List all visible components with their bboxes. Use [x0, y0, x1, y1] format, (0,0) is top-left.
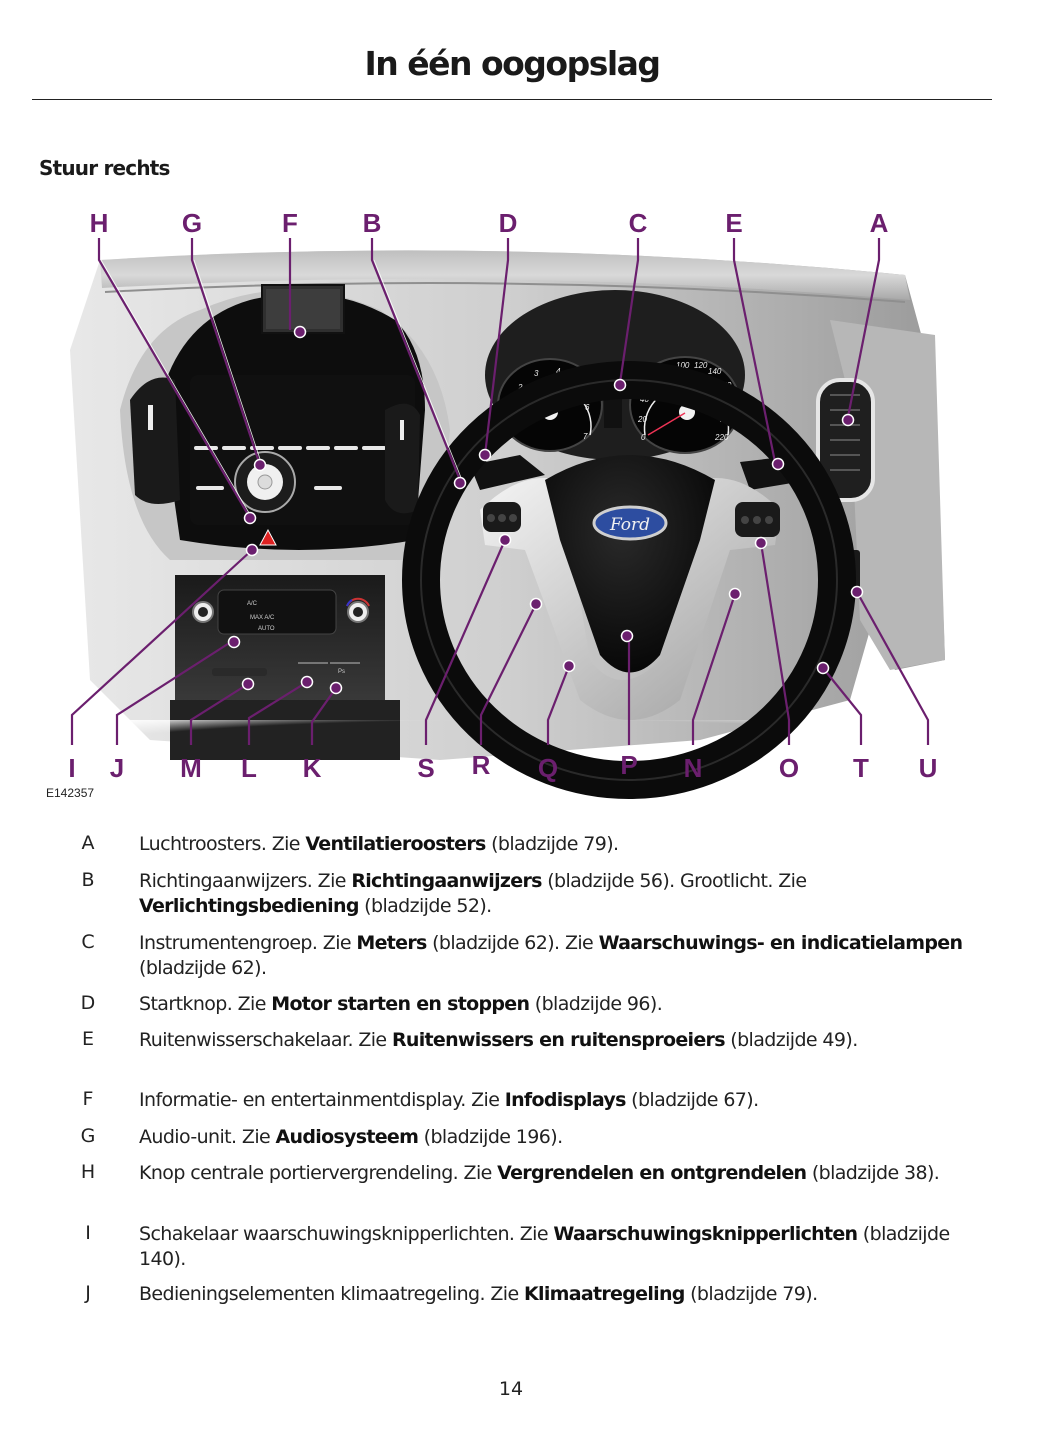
svg-text:40: 40 [640, 395, 649, 404]
callout-m: M [180, 753, 202, 783]
legend-key: J [85, 1282, 91, 1304]
svg-text:140: 140 [708, 367, 722, 376]
cross-reference: Infodisplays [504, 1089, 626, 1111]
legend-key: I [85, 1222, 91, 1244]
callout-o: O [778, 753, 800, 783]
cross-reference: Ruitenwissers en ruitensproeiers [391, 1029, 725, 1051]
svg-text:180: 180 [722, 398, 736, 407]
svg-text:6: 6 [585, 403, 590, 412]
callout-h: H [89, 208, 109, 238]
legend-description: Schakelaar waarschuwingsknipperlichten. Zie Waarschuwingsknipperlichten (bladzijde 140). [139, 1223, 950, 1270]
callout-p: P [620, 750, 638, 780]
legend-description: Luchtroosters. Zie Ventilatieroosters (bladzijde 79). [139, 833, 619, 855]
cross-reference: Audiosysteem [275, 1126, 419, 1148]
svg-text:200: 200 [720, 415, 734, 424]
callout-e: E [725, 208, 743, 238]
svg-text:100: 100 [676, 361, 690, 370]
legend-description: Knop centrale portiervergrendeling. Zie Vergrendelen en ontgrendelen (bladzijde 38). [139, 1162, 940, 1184]
section-heading: Stuur rechts [39, 156, 170, 180]
dashboard-figure [0, 200, 1055, 800]
legend-description: Ruitenwisserschakelaar. Zie Ruitenwissers en ruitensproeiers (bladzijde 49). [139, 1029, 858, 1051]
callout-l: L [241, 753, 257, 783]
figure-id: E142357 [46, 786, 95, 800]
svg-text:220: 220 [715, 433, 729, 442]
cross-reference: Klimaatregeling [524, 1283, 685, 1305]
legend-description: Informatie- en entertainmentdisplay. Zie Infodisplays (bladzijde 67). [139, 1089, 759, 1111]
svg-text:120: 120 [694, 361, 708, 370]
svg-text:1: 1 [509, 405, 514, 414]
callout-q: Q [537, 753, 559, 783]
svg-text:20: 20 [638, 415, 647, 424]
tach-tick-0: 0 [508, 433, 513, 442]
legend-key: G [80, 1125, 96, 1147]
cross-reference: Waarschuwings- en indicatielampen [598, 932, 963, 954]
callout-r: R [471, 750, 491, 780]
legend-key: F [82, 1088, 94, 1110]
callout-a: A [869, 208, 889, 238]
legend-key: D [80, 992, 96, 1014]
callout-t: T [853, 753, 869, 783]
svg-text:160: 160 [718, 381, 732, 390]
callout-s: S [417, 753, 435, 783]
svg-text:3: 3 [534, 369, 539, 378]
callout-u: U [918, 753, 938, 783]
callout-f: F [282, 208, 298, 238]
svg-text:60: 60 [648, 379, 657, 388]
cross-reference: Vergrendelen en ontgrendelen [497, 1162, 807, 1184]
callout-k: K [302, 753, 322, 783]
callout-b: B [362, 208, 382, 238]
legend-description: Bedieningselementen klimaatregeling. Zie Klimaatregeling (bladzijde 79). [139, 1283, 818, 1305]
page-number: 14 [498, 1378, 524, 1400]
svg-text:5: 5 [574, 379, 579, 388]
legend-description: Audio-unit. Zie Audiosysteem (bladzijde 196). [139, 1126, 563, 1148]
legend-key: B [81, 869, 95, 891]
legend-description: Instrumentengroep. Zie Meters (bladzijde 62). Zie Waarschuwings- en indicatielampen (bladzijde 62). [139, 932, 963, 979]
legend-description: Startknop. Zie Motor starten en stoppen (bladzijde 96). [139, 993, 663, 1015]
callout-j: J [109, 753, 125, 783]
legend-description: Richtingaanwijzers. Zie Richtingaanwijzers (bladzijde 56). Grootlicht. Zie Verlichtingsbediening (bladzijde 52). [139, 870, 807, 917]
callout-c: C [628, 208, 648, 238]
svg-text:A/C: A/C [247, 601, 258, 607]
dashboard-illustration [0, 200, 1055, 800]
ford-logo-text: Ford [609, 515, 651, 535]
cross-reference: Ventilatieroosters [305, 833, 486, 855]
svg-text:Ps: Ps [338, 669, 346, 675]
legend-key: A [81, 832, 95, 854]
legend-key: H [80, 1161, 96, 1183]
callout-i: I [68, 753, 76, 783]
svg-text:80: 80 [660, 367, 669, 376]
callout-g: G [181, 208, 203, 238]
cross-reference: Verlichtingsbediening [139, 895, 359, 917]
svg-text:AUTO: AUTO [258, 626, 275, 632]
title-divider [32, 99, 992, 100]
cross-reference: Waarschuwingsknipperlichten [553, 1223, 858, 1245]
cross-reference: Meters [356, 932, 427, 954]
callout-d: D [498, 208, 518, 238]
svg-text:7: 7 [583, 432, 588, 441]
svg-text:MAX A/C: MAX A/C [250, 615, 275, 621]
page-title: In één oogopslag [364, 44, 660, 83]
svg-text:0: 0 [641, 433, 646, 442]
svg-text:2: 2 [518, 383, 523, 392]
cross-reference: Motor starten en stoppen [271, 993, 530, 1015]
cross-reference: Richtingaanwijzers [351, 870, 542, 892]
svg-text:4: 4 [556, 367, 561, 376]
legend-key: E [81, 1028, 94, 1050]
callout-n: N [683, 753, 703, 783]
legend-key: C [81, 931, 95, 953]
